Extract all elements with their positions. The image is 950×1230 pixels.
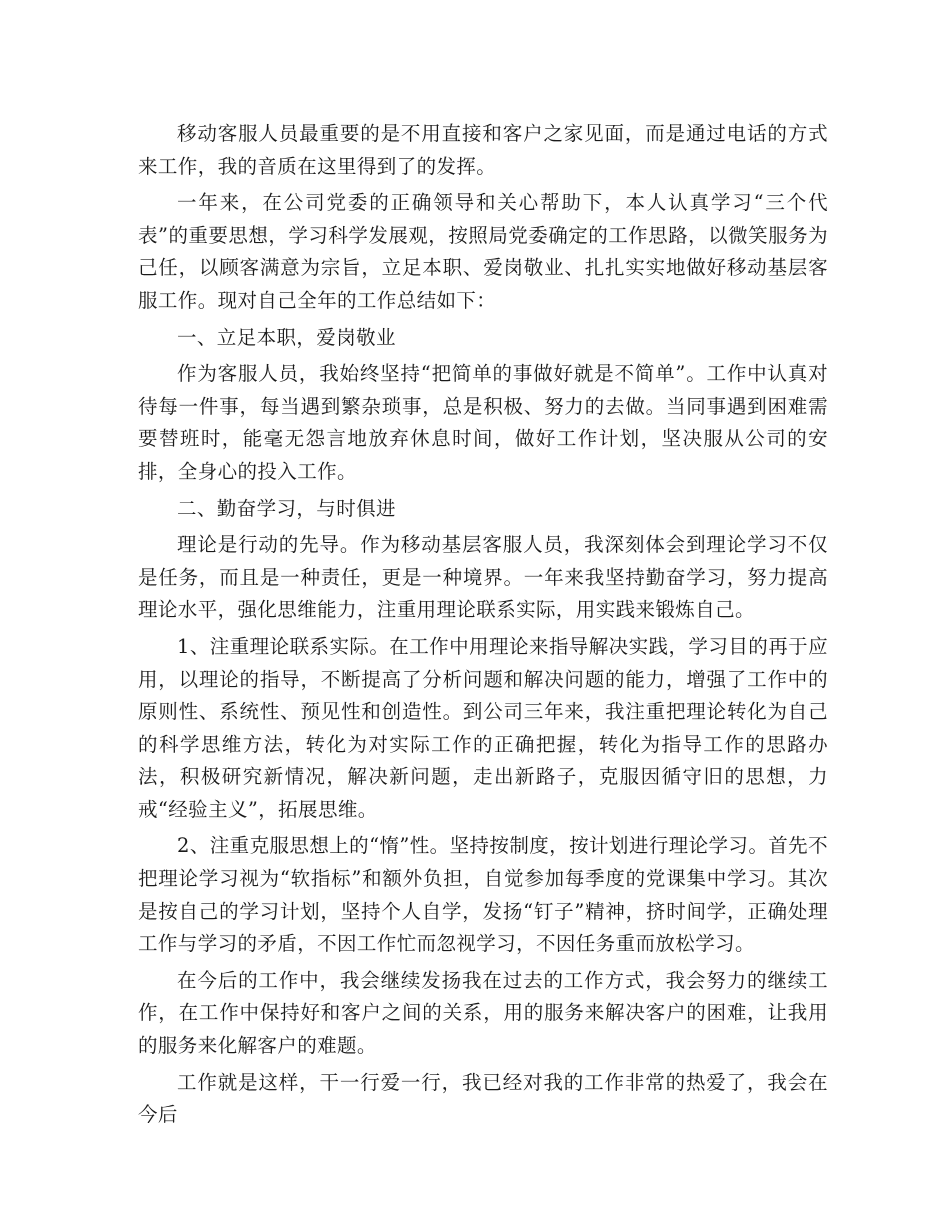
paragraph-overview: 一年来，在公司党委的正确领导和关心帮助下，本人认真学习“三个代表”的重要思想，学习科学发展观，按照局党委确定的工作思路，以微笑服务为己任，以顾客满意为宗旨，立足本职、爱岗敬业、扎扎实实地做好移动基层客服工作。现对自己全年的工作总结如下： xyxy=(138,191,828,312)
paragraph-future: 在今后的工作中，我会继续发扬我在过去的工作方式，我会努力的继续工作，在工作中保持好和客户之间的关系，用的服务来解决客户的困难，让我用的服务来化解客户的难题。 xyxy=(138,968,828,1058)
paragraph-closing: 工作就是这样，干一行爱一行，我已经对我的工作非常的热爱了，我会在今后 xyxy=(138,1070,828,1127)
document-body xyxy=(138,118,828,1136)
section-heading-2: 二、勤奋学习，与时俱进 xyxy=(177,496,396,520)
section-heading-1: 一、立足本职，爱岗敬业 xyxy=(177,325,396,349)
paragraph-point-1: 1、注重理论联系实际。在工作中用理论来指导解决实践，学习目的再于应用，以理论的指导，不断提高了分析问题和解决问题的能力，增强了工作中的原则性、系统性、预见性和创造性。到公司三年来，我注重把理论转化为自己的科学思维方法，转化为对实际工作的正确把握，转化为指导工作的思路办法，积极研究新情况，解决新问题，走出新路子，克服因循守旧的思想，力戒“经验主义”，拓展思维。 xyxy=(138,634,828,821)
paragraph-section-2: 理论是行动的先导。作为移动基层客服人员，我深刻体会到理论学习不仅是任务，而且是一种责任，更是一种境界。一年来我坚持勤奋学习，努力提高理论水平，强化思维能力，注重用理论联系实际，用实践来锻炼自己。 xyxy=(138,533,828,622)
paragraph-section-1: 作为客服人员，我始终坚持“把简单的事做好就是不简单”。工作中认真对待每一件事，每当遇到繁杂琐事，总是积极、努力的去做。当同事遇到困难需要替班时，能毫无怨言地放弃休息时间，做好工作计划，坚决服从公司的安排，全身心的投入工作。 xyxy=(138,362,828,483)
paragraph-point-2: 2、注重克服思想上的“惰”性。坚持按制度，按计划进行理论学习。首先不把理论学习视为“软指标”和额外负担，自觉参加每季度的党课集中学习。其次是按自己的学习计划，坚持个人自学，发扬“钉子”精神，挤时间学，正确处理工作与学习的矛盾，不因工作忙而忽视学习，不因任务重而放松学习。 xyxy=(138,834,828,956)
paragraph-intro: 移动客服人员最重要的是不用直接和客户之家见面，而是通过电话的方式来工作，我的音质在这里得到了的发挥。 xyxy=(138,122,828,178)
